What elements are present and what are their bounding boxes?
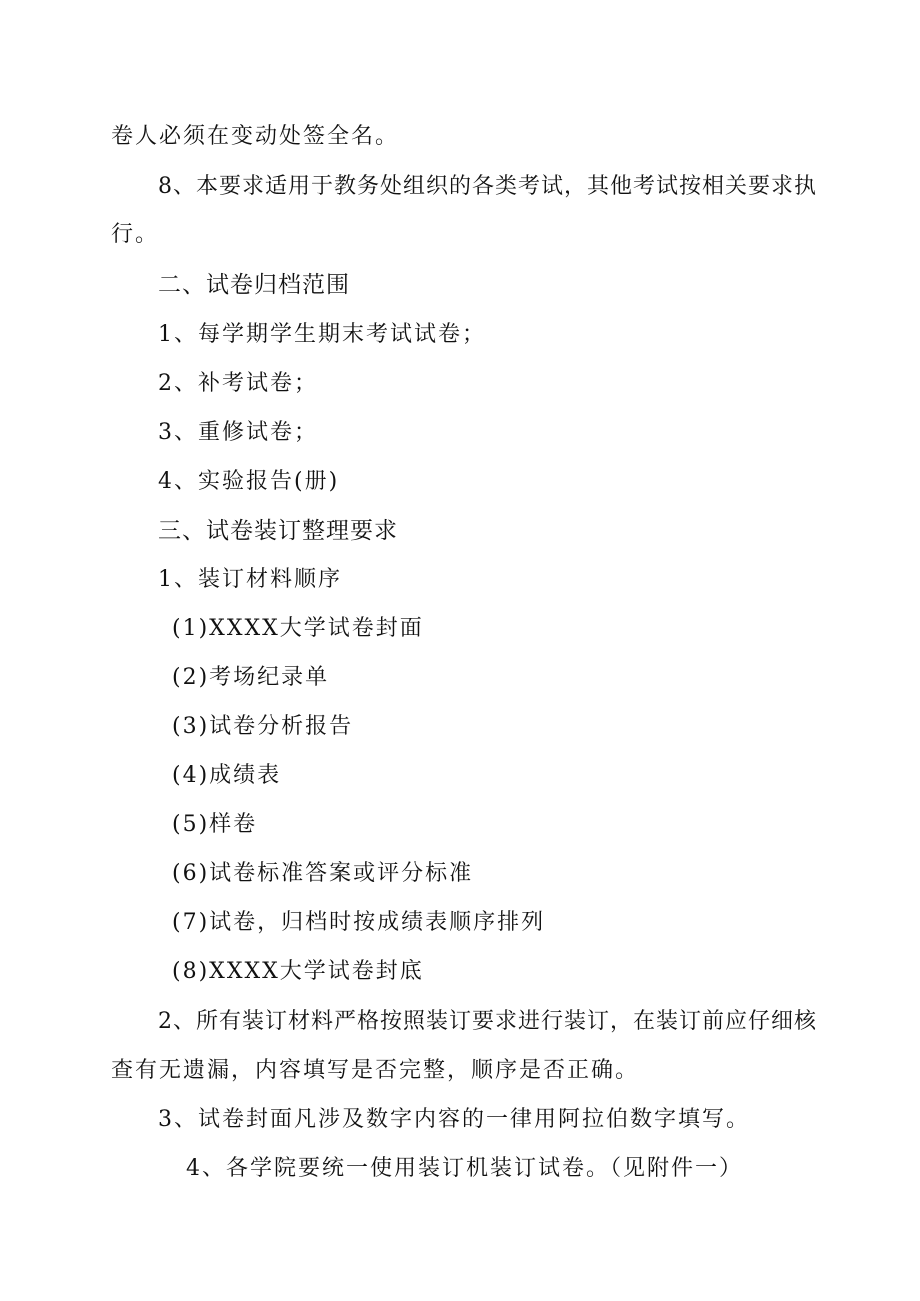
sub-list-item: (4)成绩表: [172, 763, 282, 788]
list-item: 3、重修试卷；: [158, 420, 318, 445]
paragraph-continuation: 卷人必须在变动处签全名。: [111, 124, 400, 149]
list-item: 1、装订材料顺序: [158, 567, 342, 592]
item-2-line-1: 2、所有装订材料严格按照装订要求进行装订，在装订前应仔细核: [158, 1009, 817, 1034]
list-item: 3、试卷封面凡涉及数字内容的一律用阿拉伯数字填写。: [158, 1107, 750, 1132]
section-heading-3: 三、试卷装订整理要求: [158, 518, 398, 544]
item-8-line-1: 8、本要求适用于教务处组织的各类考试，其他考试按相关要求执: [158, 174, 817, 199]
sub-list-item: (1)XXXX大学试卷封面: [172, 616, 424, 641]
sub-list-item: (2)考场纪录单: [172, 665, 330, 690]
sub-list-item: (8)XXXX大学试卷封底: [172, 959, 424, 984]
section-heading-2: 二、试卷归档范围: [158, 272, 350, 298]
sub-list-item: (5)样卷: [172, 812, 258, 837]
list-item: 4、各学院要统一使用装订机装订试卷。（见附件一）: [186, 1156, 743, 1181]
list-item: 4、实验报告(册): [158, 469, 340, 494]
list-item: 2、补考试卷；: [158, 371, 318, 396]
sub-list-item: (7)试卷，归档时按成绩表顺序排列: [172, 910, 546, 935]
sub-list-item: (6)试卷标准答案或评分标准: [172, 861, 474, 886]
item-2-line-2: 查有无遗漏，内容填写是否完整，顺序是否正确。: [111, 1058, 640, 1083]
list-item: 1、每学期学生期末考试试卷；: [158, 322, 486, 347]
item-8-line-2: 行。: [111, 222, 160, 247]
sub-list-item: (3)试卷分析报告: [172, 714, 354, 739]
